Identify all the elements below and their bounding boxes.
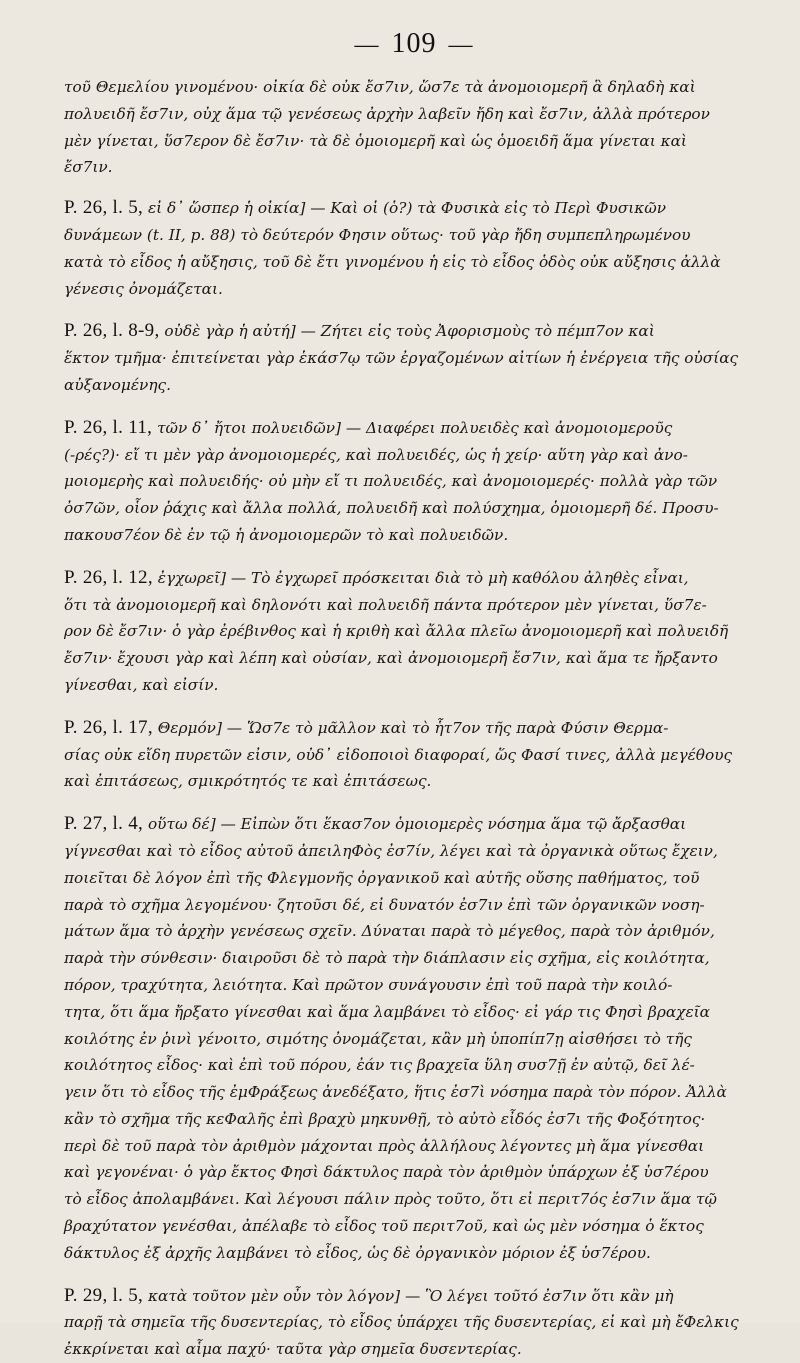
line-text: ἐκκρίνεται καὶ αἷμα παχύ· ταῦτα γὰρ σημεῖα δυσεντερίας. [64,1340,522,1359]
text-line [64,1106,764,1133]
line-text: βραχύτατον γενέσθαι, ἀπέλαβε τὸ εἶδος τοῦ περιτ7οῦ, καὶ ὡς μὲν νόσημα ὁ ἕκτος [64,1217,704,1236]
text-line [64,715,764,742]
text-line [64,645,764,672]
line-text: πακουσ7έον δὲ ἐν τῷ ἡ ἀνομοιομερῶν τὸ καὶ πολυειδῶν. [64,525,509,544]
line-text: πολυειδῆ ἔσ7ιν, οὐχ ἅμα τῷ γενέσεως ἀρχὴν λαβεῖν ἤδη καὶ ἔσ7ιν, ἀλλὰ πρότερον [64,104,710,123]
text-line [64,128,764,155]
line-reference: P. 26, l. 17, [64,716,153,738]
text-line [64,154,764,181]
line-text: τητα, ὅτι ἅμα ἤρξατο γίνεσθαι καὶ ἅμα λαμβάνει τὸ εἶδος· εἰ γάρ τις Φησὶ βραχεῖα [64,1002,710,1021]
line-text: μάτων ἅμα τὸ ἀρχὴν γενέσεως σχεῖν. Δύναται παρὰ τὸ μέγεθος, παρὰ τὸν ἀριθμόν, [64,922,715,941]
text-line [64,592,764,619]
text-line [64,672,764,699]
text-line [64,565,764,592]
text-body [64,74,764,1363]
text-line [64,1240,764,1267]
line-reference: P. 27, l. 4, [64,813,144,835]
text-line [64,1309,764,1336]
line-text: ἐγχωρεῖ] — Τὸ ἐγχωρεῖ πρόσκειται διὰ τὸ μὴ καθόλου ἀληθὲς εἶναι, [157,568,689,587]
text-line [64,276,764,303]
line-text: κἂν τὸ σχῆμα τῆς κεΦαλῆς ἐπὶ βραχὺ μηκυνθῇ, τὸ αὐτὸ εἶδός ἐσ7ι τῆς Φοξότητος· [64,1109,706,1128]
line-text: οὐδὲ γὰρ ἡ αὐτή] — Ζήτει εἰς τοὺς Ἀφορισμοὺς τὸ πέμπ7ον καὶ [164,322,655,341]
line-text: μοιομερὴς καὶ πολυειδής· οὐ μὴν εἴ τι πολυειδές, καὶ ἀνομοιομερές· πολλὰ γὰρ τῶν [64,472,718,491]
line-text: ἔσ7ιν. [64,158,113,177]
text-line [64,442,764,469]
line-text: γένεσις ὀνομάζεται. [64,279,223,298]
text-line [64,618,764,645]
text-line [64,1133,764,1160]
line-text: παρὰ τὸ σχῆμα λεγομένου· ζητοῦσι δέ, εἰ δυνατόν ἐσ7ιν ἐπὶ τῶν ὀργανικῶν νοση- [64,895,705,914]
line-text: ρον δὲ ἔσ7ιν· ὁ γὰρ ἐρέβινθος καὶ ἡ κριθὴ καὶ ἄλλα πλεῖω ἀνομοιομερῆ καὶ πολυειδῆ [64,622,729,641]
line-text: ποιεῖται δὲ λόγον ἐπὶ τῆς Φλεγμονῆς ὀργανικοῦ καὶ αὐτῆς οὔσης παθήματος, τοῦ [64,868,700,887]
line-text: οὕτω δέ] — Εἰπὼν ὅτι ἕκασ7ον ὁμοιομερὲς νόσημα ἅμα τῷ ἄρξασθαι [147,815,687,834]
line-text: (-ρές?)· εἴ τι μὲν γὰρ ἀνομοιομερές, καὶ πολυειδές, ὡς ἡ χείρ· αὕτη γὰρ καὶ ἀνο- [64,445,688,464]
page-number-value: 109 [391,28,437,59]
text-line [64,345,764,372]
line-text: τῶν δ᾽ ἤτοι πολυειδῶν] — Διαφέρει πολυειδὲς καὶ ἀνομοιομεροῦς [157,418,673,437]
text-line [64,865,764,892]
text-line [64,101,764,128]
line-text: περὶ δὲ τοῦ παρὰ τὸν ἀριθμὸν μάχονται πρὸς ἀλλήλους λέγοντες μὴ ἅμα γίνεσθαι [64,1136,705,1155]
text-line [64,222,764,249]
text-line [64,1283,764,1310]
commentary-paragraph [64,74,764,181]
line-text: κατὰ τὸ εἶδος ἡ αὔξησις, τοῦ δὲ ἔτι γινομένου ἡ εἰς τὸ εἶδος ὁδὸς οὐκ αὔξησις ἀλλὰ [64,252,721,271]
text-line [64,1186,764,1213]
text-line [64,74,764,101]
line-text: μὲν γίνεται, ὕσ7ερον δὲ ἔσ7ιν· τὰ δὲ ὁμοιομερῆ καὶ ὡς ὁμοειδῆ ἅμα γίνεται καὶ [64,131,687,150]
page-number [64,28,764,60]
text-line [64,742,764,769]
line-text: δυνάμεων (t. II, p. 88) τὸ δεύτερόν Φησιν οὕτως· τοῦ γὰρ ἤδη συμπεπληρωμένου [64,225,691,244]
commentary-paragraph [64,1283,764,1363]
line-text: γίνεσθαι, καὶ εἰσίν. [64,675,219,694]
text-line [64,768,764,795]
text-line [64,1213,764,1240]
line-text: κοιλότης ἐν ῥινὶ γένοιτο, σιμότης ὀνομάζεται, κἂν μὴ ὑποπίπ7ῃ αἰσθήσει τὸ τῆς [64,1029,692,1048]
text-line [64,1336,764,1363]
line-text: κοιλότητος εἶδος· καὶ ἐπὶ τοῦ πόρου, ἐάν τις βραχεῖα ὕλη συσ7ῇ ἐν αὐτῷ, δεῖ λέ- [64,1056,695,1075]
text-line [64,415,764,442]
line-text: σίας οὐκ εἴδη πυρετῶν εἰσιν, οὐδ᾽ εἰδοποιοὶ διαφοραί, ὥς Φασί τινες, ἀλλὰ μεγέθους [64,745,733,764]
line-reference: P. 26, l. 12, [64,566,153,588]
line-reference: P. 29, l. 5, [64,1284,144,1306]
line-text: εἰ δ᾽ ὥσπερ ἡ οἰκία] — Καὶ οἱ (ὁ?) τὰ Φυσικὰ εἰς τὸ Περὶ Φυσικῶν [147,199,667,218]
text-line [64,838,764,865]
line-text: ὀσ7ῶν, οἷον ῥάχις καὶ ἄλλα πολλά, πολυειδῆ καὶ πολύσχημα, ὁμοιομερῆ δέ. Προσυ- [64,499,719,518]
commentary-paragraph [64,715,764,795]
text-line [64,318,764,345]
text-line [64,918,764,945]
text-line [64,522,764,549]
line-text: ὅτι τὰ ἀνομοιομερῆ καὶ δηλονότι καὶ πολυειδῆ πάντα πρότερον μὲν γίνεται, ὕσ7ε- [64,595,707,614]
line-text: καὶ ἐπιτάσεως, σμικρότητός τε καὶ ἐπιτάσεως. [64,772,432,791]
line-text: ἔσ7ιν· ἔχουσι γὰρ καὶ λέπη καὶ οὐσίαν, καὶ ἀνομοιομερῆ ἔσ7ιν, καὶ ἅμα τε ἤρξαντο [64,649,718,668]
commentary-paragraph [64,565,764,699]
line-text: ἕκτον τμῆμα· ἐπιτείνεται γὰρ ἑκάσ7ῳ τῶν ἐργαζομένων αἰτίων ἡ ἐνέργεια τῆς οὐσίας [64,349,739,368]
line-text: δάκτυλος ἐξ ἀρχῆς λαμβάνει τὸ εἶδος, ὡς δὲ ὀργανικὸν μόριον ἐξ ὑσ7έρου. [64,1243,651,1262]
text-line [64,372,764,399]
line-text: γίγνεσθαι καὶ τὸ εἶδος αὐτοῦ ἀπειληΦὸς ἐσ7ίν, λέγει καὶ τὰ ὀργανικὰ οὕτως ἔχειν, [64,841,718,860]
text-line [64,249,764,276]
line-text: γειν ὅτι τὸ εἶδος τῆς ἐμΦράξεως ἀνεδέξατο, ἥτις ἐσ7ὶ νόσημα παρὰ τὸν πόρον. Ἀλλὰ [64,1083,727,1102]
line-text: παρῇ τὰ σημεῖα τῆς δυσεντερίας, τὸ εἶδος ὑπάρχει τῆς δυσεντερίας, εἰ καὶ μὴ ἔΦελκις [64,1313,739,1332]
text-line [64,495,764,522]
text-line [64,1159,764,1186]
commentary-paragraph [64,415,764,549]
line-text: τοῦ Θεμελίου γινομένου· οἰκία δὲ οὐκ ἔσ7ιν, ὥσ7ε τὰ ἀνομοιομερῆ ἃ δηλαδὴ καὶ [64,78,696,96]
commentary-paragraph [64,318,764,398]
text-line [64,195,764,222]
line-reference: P. 26, l. 5, [64,197,144,219]
text-line [64,811,764,838]
commentary-paragraph [64,811,764,1267]
line-text: κατὰ τοῦτον μὲν οὖν τὸν λόγον] — Ὃ λέγει τοῦτό ἐσ7ιν ὅτι κἂν μὴ [147,1286,674,1305]
text-line [64,1052,764,1079]
line-reference: P. 26, l. 8-9, [64,320,160,342]
line-text: καὶ γεγονέναι· ὁ γὰρ ἔκτος Φησὶ δάκτυλος παρὰ τὸν ἀριθμὸν ὑπάρχων ἐξ ὑσ7έρου [64,1163,709,1182]
text-line [64,468,764,495]
commentary-paragraph [64,195,764,302]
line-text: Θερμόν] — Ὥσ7ε τὸ μᾶλλον καὶ τὸ ἧτ7ον τῆς παρὰ Φύσιν Θερμα- [157,718,669,737]
line-text: τὸ εἶδος ἀπολαμβάνει. Καὶ λέγουσι πάλιν πρὸς τοῦτο, ὅτι εἰ περιτ7ός ἐσ7ιν ἅμα τῷ [64,1190,717,1209]
line-text: αὐξανομένης. [64,375,171,394]
text-line [64,945,764,972]
text-line [64,1079,764,1106]
page-number-right-dash: — [448,32,474,58]
line-text: πόρον, τραχύτητα, λειότητα. Καὶ πρῶτον συνάγουσιν ἐπὶ τοῦ παρὰ τὴν κοιλό- [64,975,673,994]
line-reference: P. 26, l. 11, [64,416,153,438]
text-line [64,999,764,1026]
text-line [64,892,764,919]
text-line [64,1026,764,1053]
line-text: παρὰ τὴν σύνθεσιν· διαιροῦσι δὲ τὸ παρὰ τὴν διάπλασιν εἰς σχῆμα, εἰς κοιλότητα, [64,949,710,968]
page-number-left-dash: — [354,32,380,58]
text-line [64,972,764,999]
